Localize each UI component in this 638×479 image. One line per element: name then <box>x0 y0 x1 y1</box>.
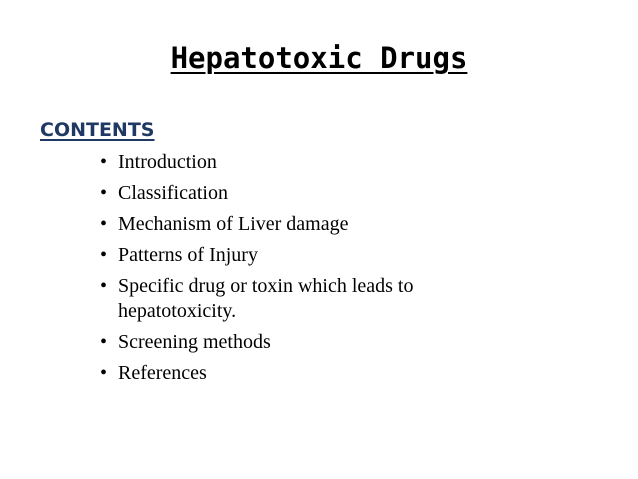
list-item-text: Patterns of Injury <box>118 244 258 266</box>
list-item <box>98 361 518 386</box>
list-item-text: Introduction <box>118 151 217 173</box>
bullet-icon: • <box>100 182 108 204</box>
bullet-icon: • <box>100 362 108 384</box>
list-item-text: Screening methods <box>118 331 271 353</box>
bullet-icon: • <box>100 275 108 297</box>
slide-title <box>0 38 638 78</box>
list-item-text: References <box>118 362 207 384</box>
list-item-text: Specific drug or toxin which leads to hepatotoxicity. <box>118 275 414 322</box>
list-item <box>98 150 518 175</box>
list-item <box>98 243 518 268</box>
bullet-icon: • <box>100 331 108 353</box>
slide-title-text: Hepatotoxic Drugs <box>170 41 468 75</box>
list-item-text: Classification <box>118 182 228 204</box>
bullet-icon: • <box>100 213 108 235</box>
bullet-icon: • <box>100 151 108 173</box>
contents-list <box>98 150 518 392</box>
list-item <box>98 330 518 355</box>
list-item-text: Mechanism of Liver damage <box>118 213 349 235</box>
contents-heading: CONTENTS <box>40 119 155 141</box>
list-item <box>98 274 518 324</box>
list-item <box>98 212 518 237</box>
bullet-icon: • <box>100 244 108 266</box>
list-item <box>98 181 518 206</box>
